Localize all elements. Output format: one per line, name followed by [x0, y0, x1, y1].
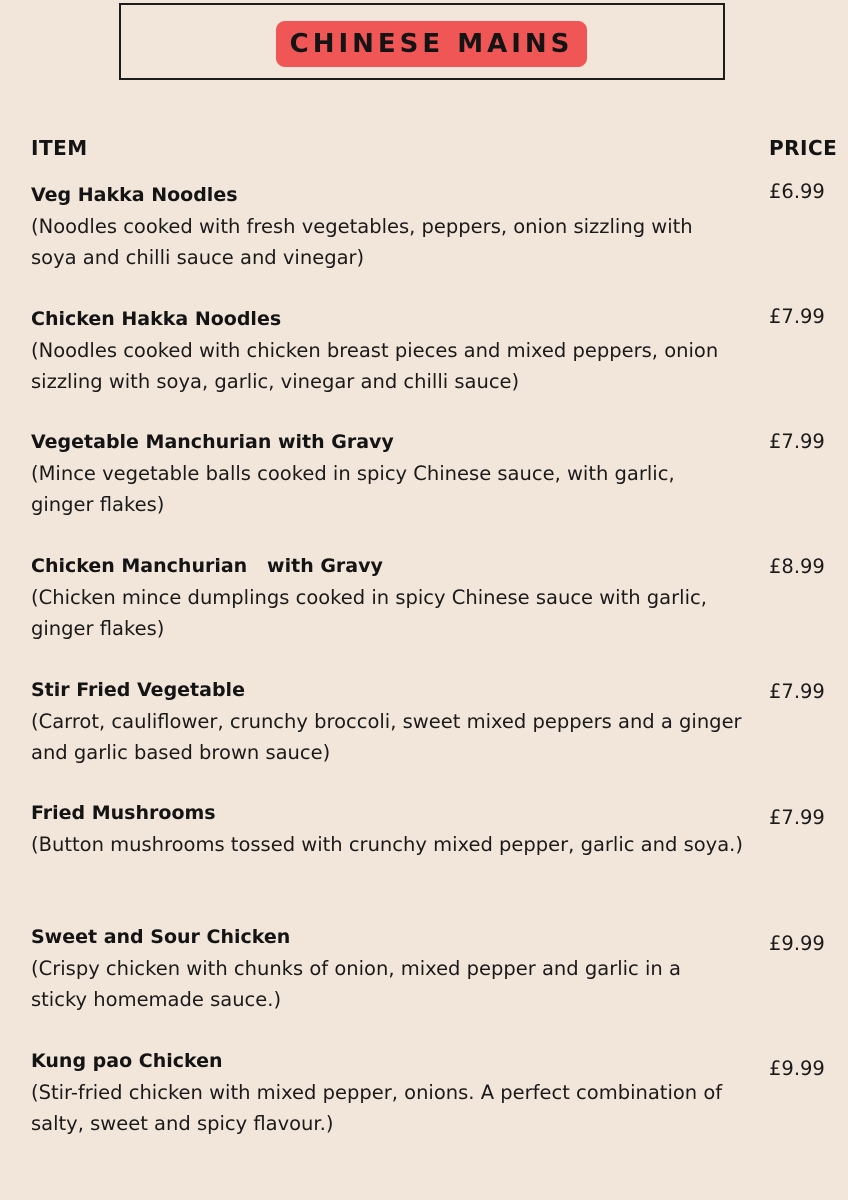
item-price: £9.99: [769, 932, 825, 955]
item-description: (Chicken mince dumplings cooked in spicy Chinese sauce with garlic, ginger flakes): [31, 586, 707, 640]
item-description: (Carrot, cauliflower, crunchy broccoli, sweet mixed peppers and a ginger and garlic based brown sauce): [31, 710, 742, 764]
item-description: (Button mushrooms tossed with crunchy mixed pepper, garlic and soya.): [31, 833, 743, 856]
menu-item: [31, 798, 761, 860]
item-price: £7.99: [769, 430, 825, 453]
item-price: £9.99: [769, 1057, 825, 1080]
item-price: £7.99: [769, 305, 825, 328]
menu-item: [31, 427, 761, 520]
menu-item: [31, 304, 761, 397]
item-name: Stir Fried Vegetable: [31, 679, 245, 701]
item-name: Chicken Hakka Noodles: [31, 308, 282, 330]
item-description: (Stir-fried chicken with mixed pepper, onions. A perfect combination of salty, sweet and spicy flavour.): [31, 1081, 723, 1135]
column-header-price: PRICE: [769, 136, 838, 160]
item-name: Fried Mushrooms: [31, 802, 216, 824]
item-name: Sweet and Sour Chicken: [31, 926, 291, 948]
column-header-item: ITEM: [31, 136, 88, 160]
menu-item: [31, 675, 761, 768]
item-price: £7.99: [769, 680, 825, 703]
item-description: (Mince vegetable balls cooked in spicy Chinese sauce, with garlic, ginger flakes): [31, 462, 675, 516]
page-title: CHINESE MAINS: [276, 21, 587, 67]
item-name: Veg Hakka Noodles: [31, 184, 238, 206]
item-name: Chicken Manchurian with Gravy: [31, 555, 383, 577]
menu-item: [31, 551, 761, 644]
item-description: (Crispy chicken with chunks of onion, mixed pepper and garlic in a sticky homemade sauce.): [31, 957, 681, 1011]
item-description: (Noodles cooked with fresh vegetables, peppers, onion sizzling with soya and chilli sauce and vinegar): [31, 215, 693, 269]
title-frame: [119, 3, 725, 80]
menu-item: [31, 922, 761, 1015]
menu-item: [31, 1046, 761, 1139]
item-name: Vegetable Manchurian with Gravy: [31, 431, 394, 453]
item-description: (Noodles cooked with chicken breast pieces and mixed peppers, onion sizzling with soya, garlic, vinegar and chilli sauce): [31, 339, 719, 393]
item-price: £6.99: [769, 180, 825, 203]
menu-item: [31, 180, 761, 273]
item-price: £8.99: [769, 555, 825, 578]
item-price: £7.99: [769, 806, 825, 829]
item-name: Kung pao Chicken: [31, 1050, 223, 1072]
